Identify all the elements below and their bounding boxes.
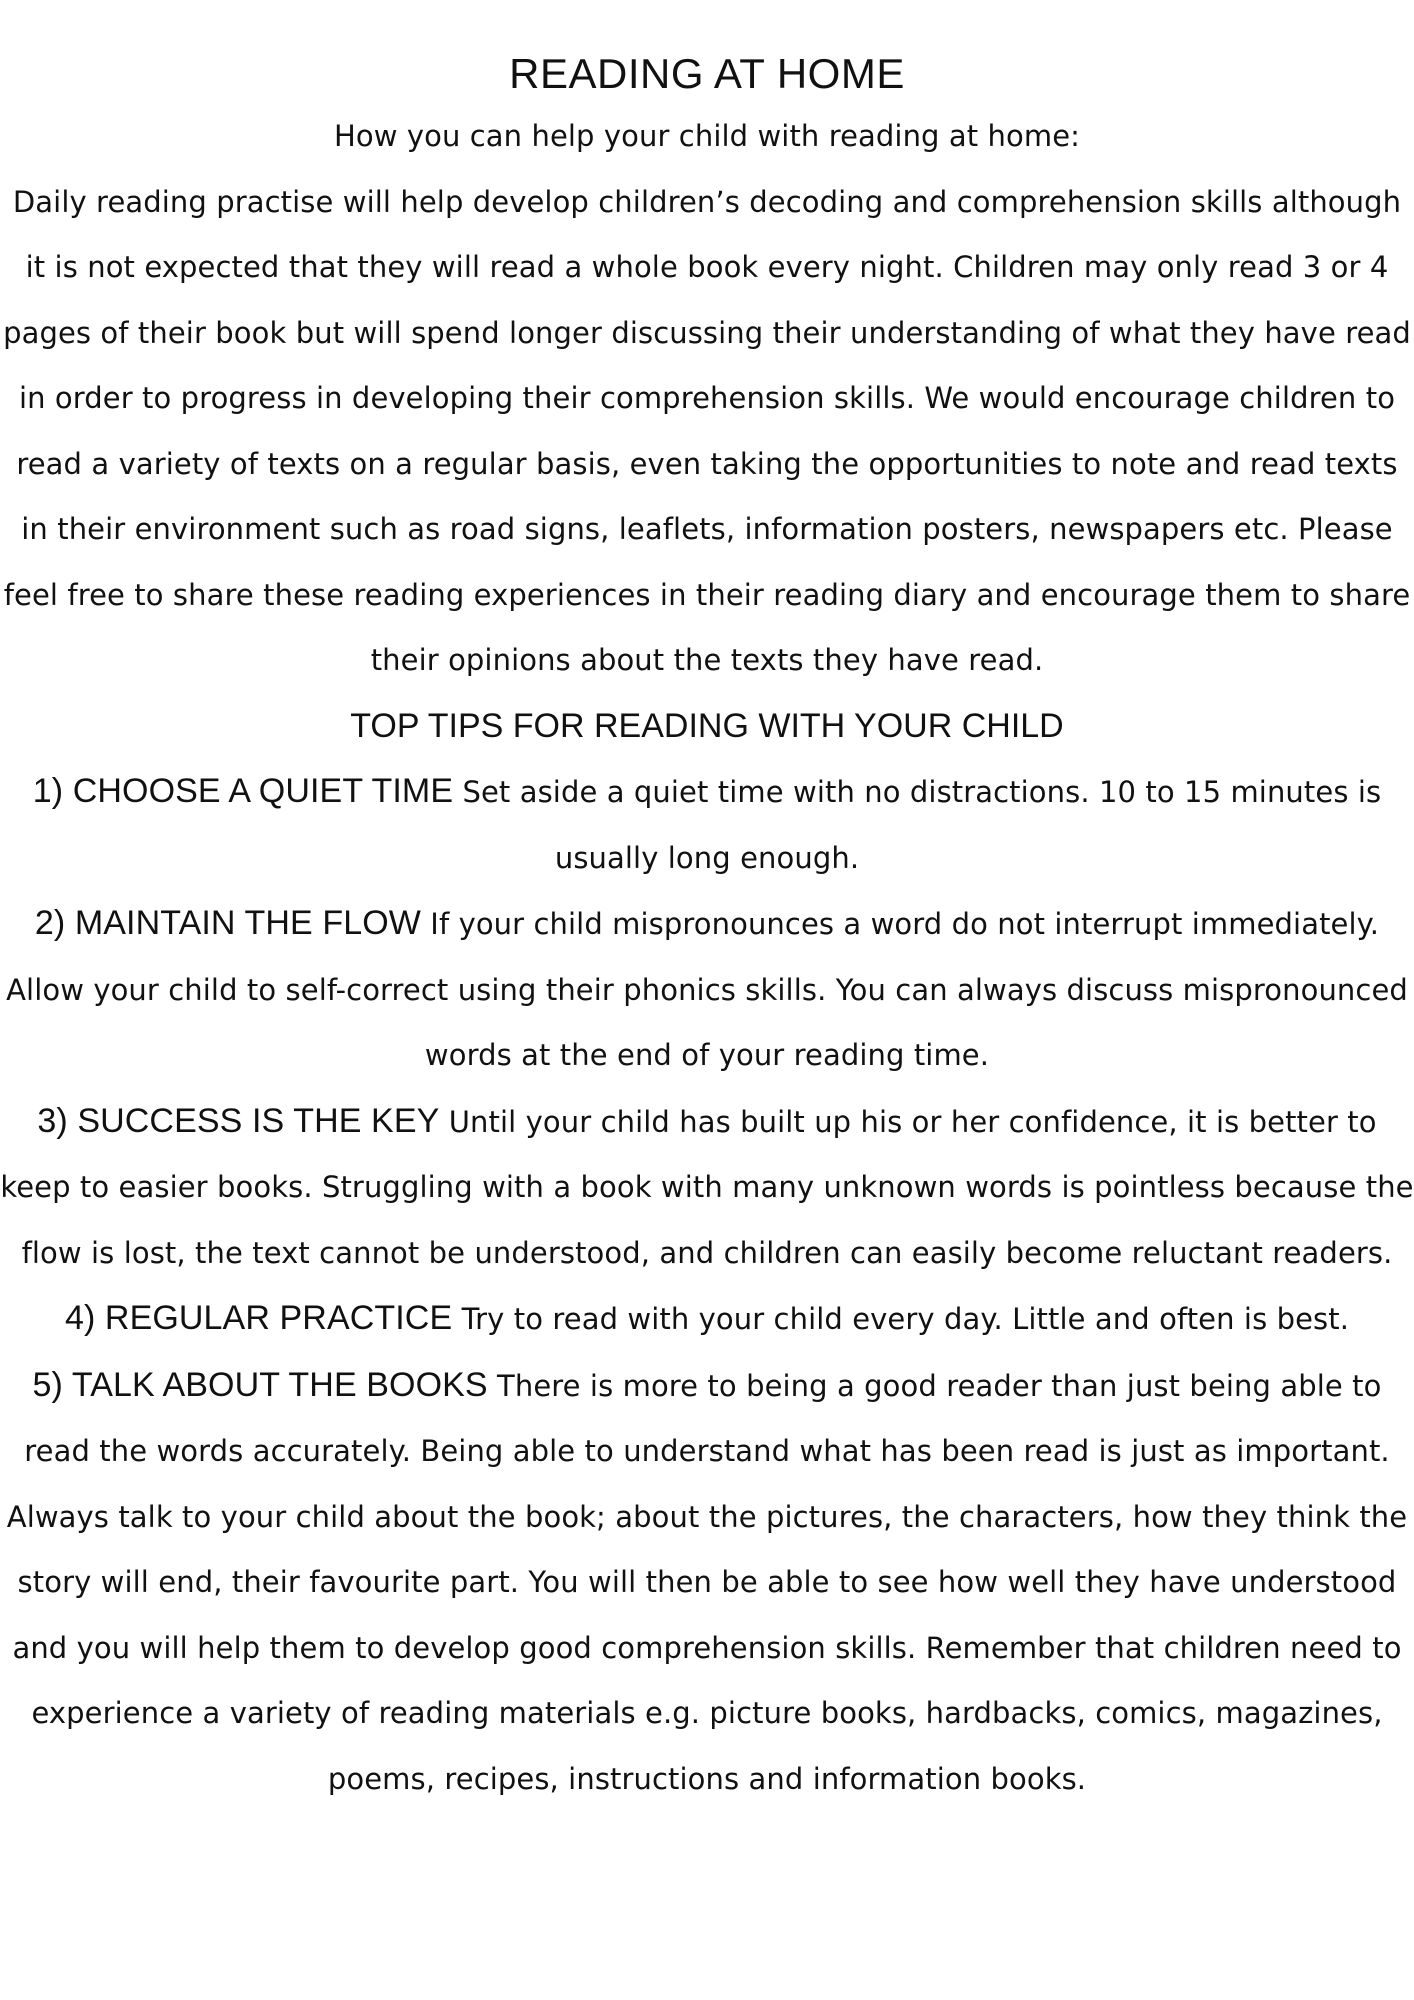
tip-3: [0, 1089, 1414, 1287]
tips-heading: TOP TIPS FOR READING WITH YOUR CHILD: [350, 706, 1064, 745]
document-title: READING AT HOME: [509, 50, 905, 97]
intro-paragraph: Daily reading practise will help develop children’s decoding and comprehension skills although it is not expected that they will read a whole book every night. Children may only read 3 or 4 pages of their book but will spend longer discussing their understanding of what they have read in order to progress in developing their comprehension skills. We would encourage children to read a variety of texts on a regular basis, even taking the opportunities to note and read texts in their environment such as road signs, leaflets, information posters, newspapers etc. Please feel free to share these reading experiences in their reading diary and encourage them to share their opinions about the texts they have read.: [3, 184, 1411, 677]
tip-5: [0, 1353, 1414, 1813]
tip-2-heading: 2) MAINTAIN THE FLOW: [34, 904, 421, 942]
document-subtitle: How you can help your child with reading at home:: [333, 119, 1081, 153]
tip-4: [0, 1286, 1414, 1353]
tip-1-heading: 1) CHOOSE A QUIET TIME: [32, 772, 454, 810]
tip-4-heading: 4) REGULAR PRACTICE: [64, 1299, 453, 1337]
tip-5-text: There is more to being a good reader than just being able to read the words accurately. Being able to understand what has been read is just as important. Always talk to your child about the book; about the pictures, the characters, how they think the story will end, their favourite part. You will then be able to see how well they have understood and you will help them to develop good comprehension skills. Remember that children need to experience a variety of reading materials e.g. picture books, hardbacks, comics, magazines, poems, recipes, instructions and information books.: [6, 1368, 1408, 1796]
tip-4-text: Try to read with your child every day. Little and often is best.: [461, 1302, 1350, 1336]
tip-1-text: Set aside a quiet time with no distractions. 10 to 15 minutes is usually long enough.: [462, 775, 1382, 875]
tip-3-heading: 3) SUCCESS IS THE KEY: [37, 1101, 440, 1140]
tip-3-text: Until your child has built up his or her confidence, it is better to keep to easier books. Struggling with a book with many unknown words is pointless because the flow is lost, the text cannot be understood, and children can easily become reluctant readers.: [0, 1104, 1414, 1270]
tip-1: [0, 759, 1414, 891]
tip-5-heading: 5) TALK ABOUT THE BOOKS: [32, 1365, 488, 1404]
tip-2-text: If your child mispronounces a word do not interrupt immediately. Allow your child to self-correct using their phonics skills. You can always discuss mispronounced words at the end of your reading time.: [6, 907, 1408, 1072]
document-page: [0, 46, 1414, 1812]
tip-2: [0, 891, 1414, 1089]
